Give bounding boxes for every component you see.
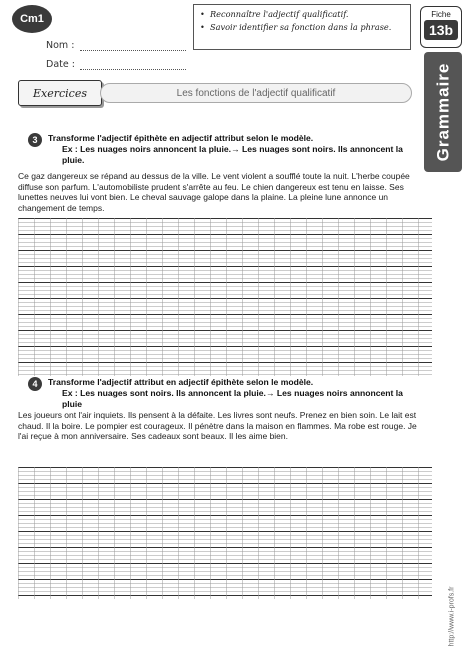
exercise-instruction: Transforme l'adjectif épithète en adjectif attribut selon le modèle.	[48, 133, 314, 143]
exercise-example: Ex : Les nuages noirs annoncent la pluie.→ Les nuages sont noirs. Ils annoncent la pluie.	[62, 144, 403, 165]
exercise-example: Ex : Les nuages sont noirs. Ils annoncent la pluie.→ Les nuages noirs annoncent la pluie	[62, 388, 403, 409]
fiche-label: Fiche	[431, 10, 451, 19]
writing-grid-lines	[18, 218, 432, 376]
exercise-instruction: Transforme l'adjectif attribut en adjectif épithète selon le modèle.	[48, 377, 314, 387]
exercices-badge: Exercices	[18, 80, 102, 106]
level-badge: Cm1	[12, 5, 52, 33]
objectives-box	[193, 4, 411, 50]
exercise-text: Les joueurs ont l'air inquiets. Ils pensent à la défaite. Les livres sont neufs. Prenez en bien soin. Le lait est chaud. Il la boire. Le pompier est courageux. Il pénètre dans la maison en flammes. Ma robe est rouge. Je l'ai reçue à mon anniversaire. Ses cadeaux sont beaux. Il les aime bien.	[18, 410, 417, 441]
date-label: Date :	[46, 59, 75, 70]
nom-label: Nom :	[46, 40, 75, 51]
objective-item: • Savoir identifier sa fonction dans la phrase.	[200, 22, 392, 32]
objective-item: • Reconnaître l'adjectif qualificatif.	[200, 9, 349, 19]
subject-tab-label: Grammaire	[433, 62, 452, 162]
writing-grid[interactable]	[18, 218, 432, 376]
site-url: http://www.i-profs.fr	[448, 586, 456, 647]
exercise-text: Ce gaz dangereux se répand au dessus de la ville. Le vent violent a soufflé toute la nuit. L'herbe coupée diffuse son parfum. L'automobiliste prudent s'arrête au feu. Le chien dangereux est tenu en laisse. Ses lunettes neuves lui vont bien. Le cheval sauvage galope dans la plaine. La pleine lune annonce un changement de temps.	[18, 171, 410, 213]
fiche-number: 13b	[424, 20, 458, 40]
exercise-number-badge: 4	[28, 377, 42, 391]
writing-grid[interactable]	[18, 467, 432, 599]
date-field[interactable]	[80, 69, 186, 70]
writing-grid-lines	[18, 467, 432, 599]
nom-field[interactable]	[80, 50, 186, 51]
exercise-number-badge: 3	[28, 133, 42, 147]
section-title: Les fonctions de l'adjectif qualificatif	[100, 83, 412, 103]
fiche-number-box	[420, 6, 462, 48]
